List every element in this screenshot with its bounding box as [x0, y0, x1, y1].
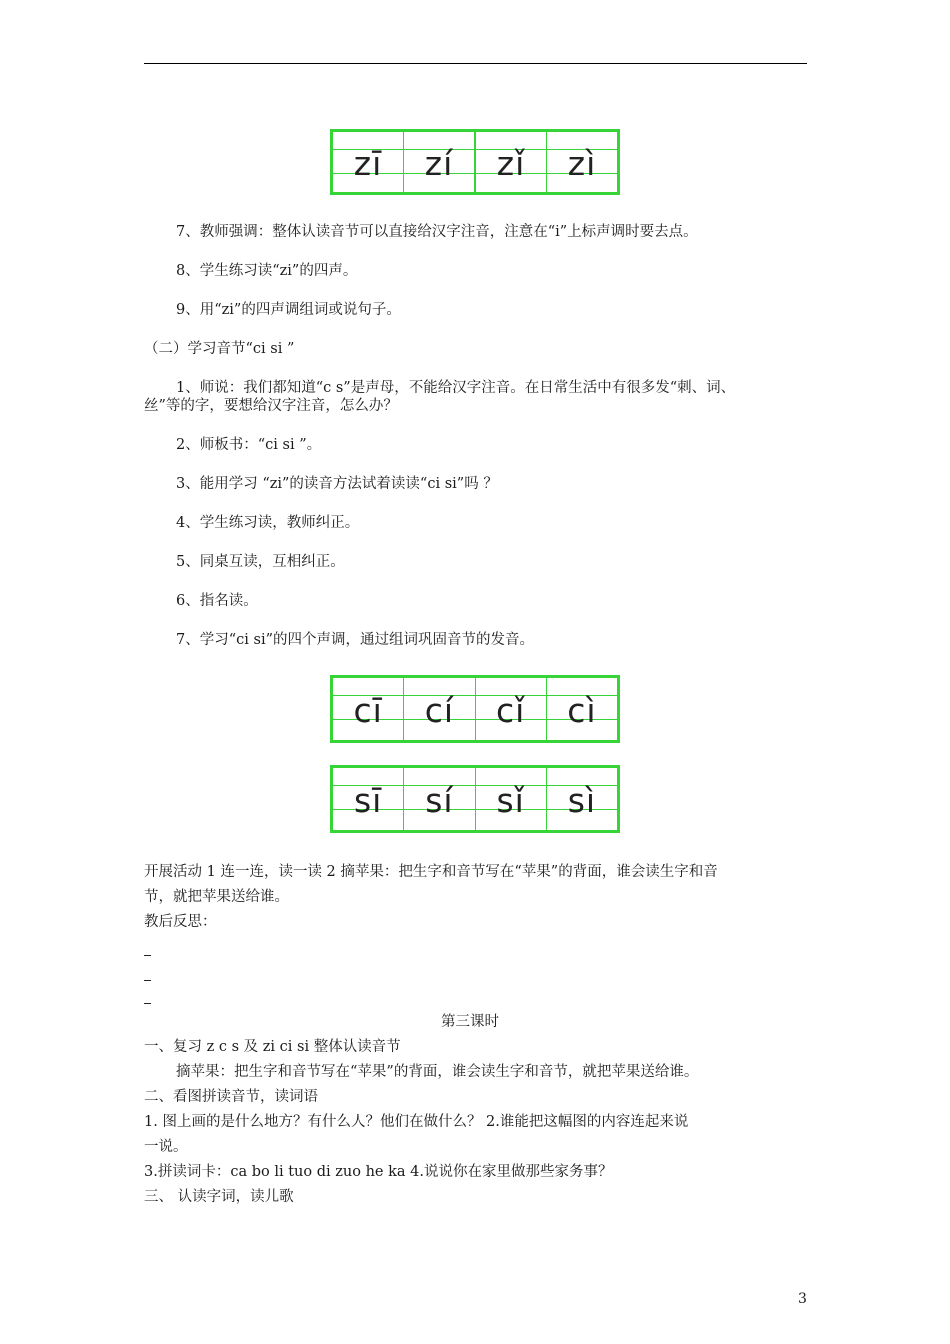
syllable: sī: [353, 780, 383, 820]
syllable: cǐ: [495, 690, 526, 730]
syllable: cí: [424, 690, 455, 730]
paragraph: 1、师说：我们都知道“c s”是声母，不能给汉字注音。在日常生活中有很多发“刺、词、: [176, 380, 736, 396]
paragraph: 5、同桌互读，互相纠正。: [176, 554, 345, 570]
paragraph: 2、师板书：“ci si ”。: [176, 437, 322, 453]
paragraph: 3.拼读词卡：ca bo li tuo di zuo he ka 4.说说你在家里做那些家务事？: [144, 1164, 613, 1180]
paragraph: 9、用“zi”的四声调组词或说句子。: [176, 302, 401, 318]
section-heading: 一、复习 z c s 及 zi ci si 整体认读音节: [144, 1039, 401, 1055]
pinyin-grid-si: [330, 765, 620, 833]
syllable: zì: [567, 143, 597, 183]
syllable: sì: [567, 780, 597, 820]
section-heading: （二）学习音节“ci si ”: [144, 341, 295, 357]
syllable: sí: [425, 780, 454, 820]
grid-cell: [476, 132, 547, 192]
grid-cell: [333, 768, 404, 830]
paragraph: 摘苹果：把生字和音节写在“苹果”的背面，谁会读生字和音节，就把苹果送给谁。: [176, 1064, 699, 1080]
paragraph: 8、学生练习读“zi”的四声。: [176, 263, 358, 279]
blank-line: [144, 980, 151, 981]
paragraph: 6、指名读。: [176, 593, 258, 609]
grid-cell: [547, 678, 617, 740]
syllable: sǐ: [496, 780, 525, 820]
header-rule: [144, 63, 807, 64]
paragraph: 4、学生练习读，教师纠正。: [176, 515, 360, 531]
syllable: zǐ: [496, 143, 526, 183]
paragraph: 开展活动 1 连一连，读一读 2 摘苹果：把生字和音节写在“苹果”的背面，谁会读生字和音: [144, 864, 718, 880]
paragraph: 7、教师强调：整体认读音节可以直接给汉字注音，注意在“i”上标声调时要去点。: [176, 224, 698, 240]
blank-line: [144, 1003, 151, 1004]
paragraph: 3、能用学习 “zi”的读音方法试着读读“ci si”吗 ？: [176, 476, 498, 492]
syllable: zī: [353, 143, 383, 183]
grid-cell: [333, 132, 404, 192]
paragraph: 节，就把苹果送给谁。: [144, 889, 289, 905]
grid-cell: [547, 132, 617, 192]
syllable: cì: [567, 690, 597, 730]
paragraph: 1. 图上画的是什么地方？有什么人？他们在做什么？ 2.谁能把这幅图的内容连起来说: [144, 1114, 689, 1130]
syllable: zí: [424, 143, 454, 183]
grid-cell: [404, 678, 475, 740]
syllable: cī: [353, 690, 383, 730]
grid-cell: [404, 132, 476, 192]
grid-cell: [547, 768, 617, 830]
lesson-title: 第三课时: [441, 1014, 499, 1030]
pinyin-grid-zi: [330, 129, 620, 195]
reflection-label: 教后反思：: [144, 914, 217, 930]
pinyin-grid-ci: [330, 675, 620, 743]
paragraph: 丝”等的字，要想给汉字注音，怎么办？: [144, 398, 398, 414]
grid-cell: [333, 678, 404, 740]
grid-cell: [476, 768, 547, 830]
section-heading: 三、 认读字词，读儿歌: [144, 1189, 294, 1205]
grid-cell: [404, 768, 475, 830]
blank-line: [144, 955, 151, 956]
paragraph: 一说。: [144, 1139, 188, 1155]
paragraph: 7、学习“ci si”的四个声调，通过组词巩固音节的发音。: [176, 632, 534, 648]
section-heading: 二、看图拼读音节，读词语: [144, 1089, 318, 1105]
grid-cell: [476, 678, 547, 740]
page-number: 3: [798, 1291, 807, 1307]
